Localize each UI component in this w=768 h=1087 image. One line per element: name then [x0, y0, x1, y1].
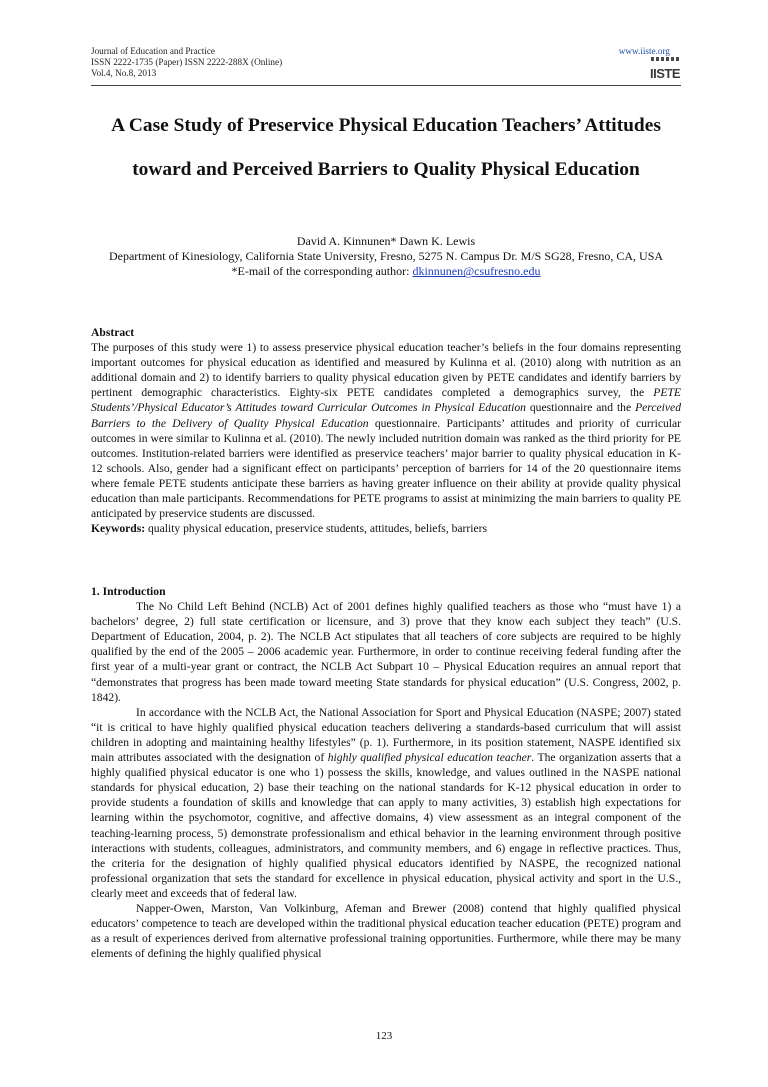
- abstract-text-part: questionnaire and the: [525, 401, 636, 415]
- corresponding-email-line: [91, 264, 681, 279]
- keywords-list: quality physical education, preservice students, attitudes, beliefs, barriers: [145, 522, 488, 536]
- questionnaire-title-1: PETE Students’/Physical Educator’s Attitudes toward Curricular Outcomes in Physical Education: [91, 386, 681, 415]
- journal-meta: [91, 46, 282, 80]
- journal-volume: Vol.4, No.8, 2013: [91, 68, 157, 79]
- paragraph: [91, 705, 681, 901]
- page-number: 123: [375, 1030, 393, 1042]
- paragraph-text-part: In accordance with the NCLB Act, the National Association for Sport and Physical Education (NASPE; 2007) stated “it is critical to have highly qualified physical education teachers delivering a standards-based curriculum that will assist children in adopting and maintaining healthy lifestyles” (p. 1). Furthermore, in its position statement, NASPE identified six main attributes associated with the designation of: [91, 705, 681, 765]
- logo-text: IISTE: [650, 66, 681, 81]
- header-divider: [91, 85, 681, 86]
- journal-issn: ISSN 2222-1735 (Paper) ISSN 2222-288X (Online): [91, 57, 283, 68]
- abstract-text-part: questionnaire. Participants’ attitudes and priority of curricular outcomes in were similar to Kulinna et al. (2010). The newly included nutrition domain was ranked as the third priority for PE outcomes. Institution-related barriers were identified as preservice teachers’ major barrier to quality physical education in K-12 schools. Also, gender had a significant effect on participants’ perception of barriers for 14 of the 20 questionnaire items where female PETE students anticipate these barriers as having greater influence on their ability at provide quality physical education than male participants. Recommendations for PETE programs to assist at minimizing the main barriers to quality PE anticipated by preservice students are discussed.: [91, 416, 681, 521]
- journal-name: Journal of Education and Practice: [91, 46, 215, 56]
- paper-title: A Case Study of Preservice Physical Education Teachers’ Attitudes toward and Perceived Barriers to Quality Physical Education: [111, 115, 661, 180]
- author-names: David A. Kinnunen* Dawn K. Lewis: [296, 234, 476, 248]
- paragraph-text-part: . The organization asserts that a highly qualified physical educator is one who 1) possess the skills, knowledge, and values outlined in the NASPE national standards for physical education, 2) base their teaching on the national standards for K-12 physical education in order to provide students a foundation of skills and knowledge that can apply to many activities, 3) establish high expectations for learning within the psychomotor, cognitive, and affective domains, 4) view assessment as an integral component of the teaching-learning process, 5) demonstrate professionalism and ethical behavior in the learning environment through positive interactions with students, colleagues, administrators, and community members, and 6) engage in reflective practices. Thus, the criteria for the designation of highly qualified physical educators identified by NASPE, the recognized national professional organization that sets the standard for excellence in physical education, physical activity and sport in the U.S., clearly meet and exceeds that of federal law.: [91, 751, 681, 900]
- keywords-label: Keywords:: [91, 522, 146, 536]
- introduction-section: [91, 584, 681, 961]
- paragraph: The No Child Left Behind (NCLB) Act of 2001 defines highly qualified teachers as those who “must have 1) a bachelors’ degree, 2) full state certification or licensure, and 3) prove that they know each subject they teach” (U.S. Department of Education, 2004, p. 2). The NCLB Act stipulates that all teachers of core subjects are required to be highly qualified by the end of the 2005 – 2006 academic year. Furthermore, in order to continue receiving federal funding after the first year of a multi-year grant or contract, the NCLB Act Subpart 10 – Physical Education requires an annual report that “demonstrates that progress has been made toward meeting State standards for physical education” (U.S. Congress, 2002, p. 1842).: [91, 600, 681, 704]
- author-affiliation: Department of Kinesiology, California State University, Fresno, 5275 N. Campus Dr. M/S SG28, Fresno, CA, USA: [108, 249, 664, 264]
- introduction-heading: 1. Introduction: [91, 585, 166, 598]
- email-prefix: *E-mail of the corresponding author:: [231, 264, 413, 279]
- keywords-line: [91, 521, 681, 536]
- email-link[interactable]: dkinnunen@csufresno.edu: [412, 264, 541, 279]
- abstract-heading: Abstract: [91, 326, 135, 339]
- questionnaire-title-2: Perceived Barriers to the Delivery of Quality Physical Education: [91, 401, 681, 430]
- author-block: [91, 234, 681, 280]
- abstract-section: [91, 325, 681, 536]
- journal-url-link[interactable]: www.iiste.org: [618, 46, 670, 56]
- abstract-text-part: The purposes of this study were 1) to assess preservice physical education teacher’s beliefs in the four domains representing important outcomes for physical education as identified and measured by Kulinna et al. (2010) along with nutrition as an additional domain and 2) to identify barriers to quality physical education given by PETE candidates and identify barriers by pertinent demographic characteristics. Eighty-six PETE candidates completed a demographics survey, the: [91, 341, 681, 400]
- abstract-text: [91, 340, 681, 521]
- paragraph: Napper-Owen, Marston, Van Volkinburg, Afeman and Brewer (2008) contend that highly qualified physical educators’ competence to teach are developed within the traditional physical education teacher education (PETE) program and as a result of experiences derived from alternative professional training opportunities. Furthermore, while there may be many elements of defining the highly qualified physical: [91, 901, 681, 961]
- emphasis-term: highly qualified physical education teacher: [327, 751, 532, 765]
